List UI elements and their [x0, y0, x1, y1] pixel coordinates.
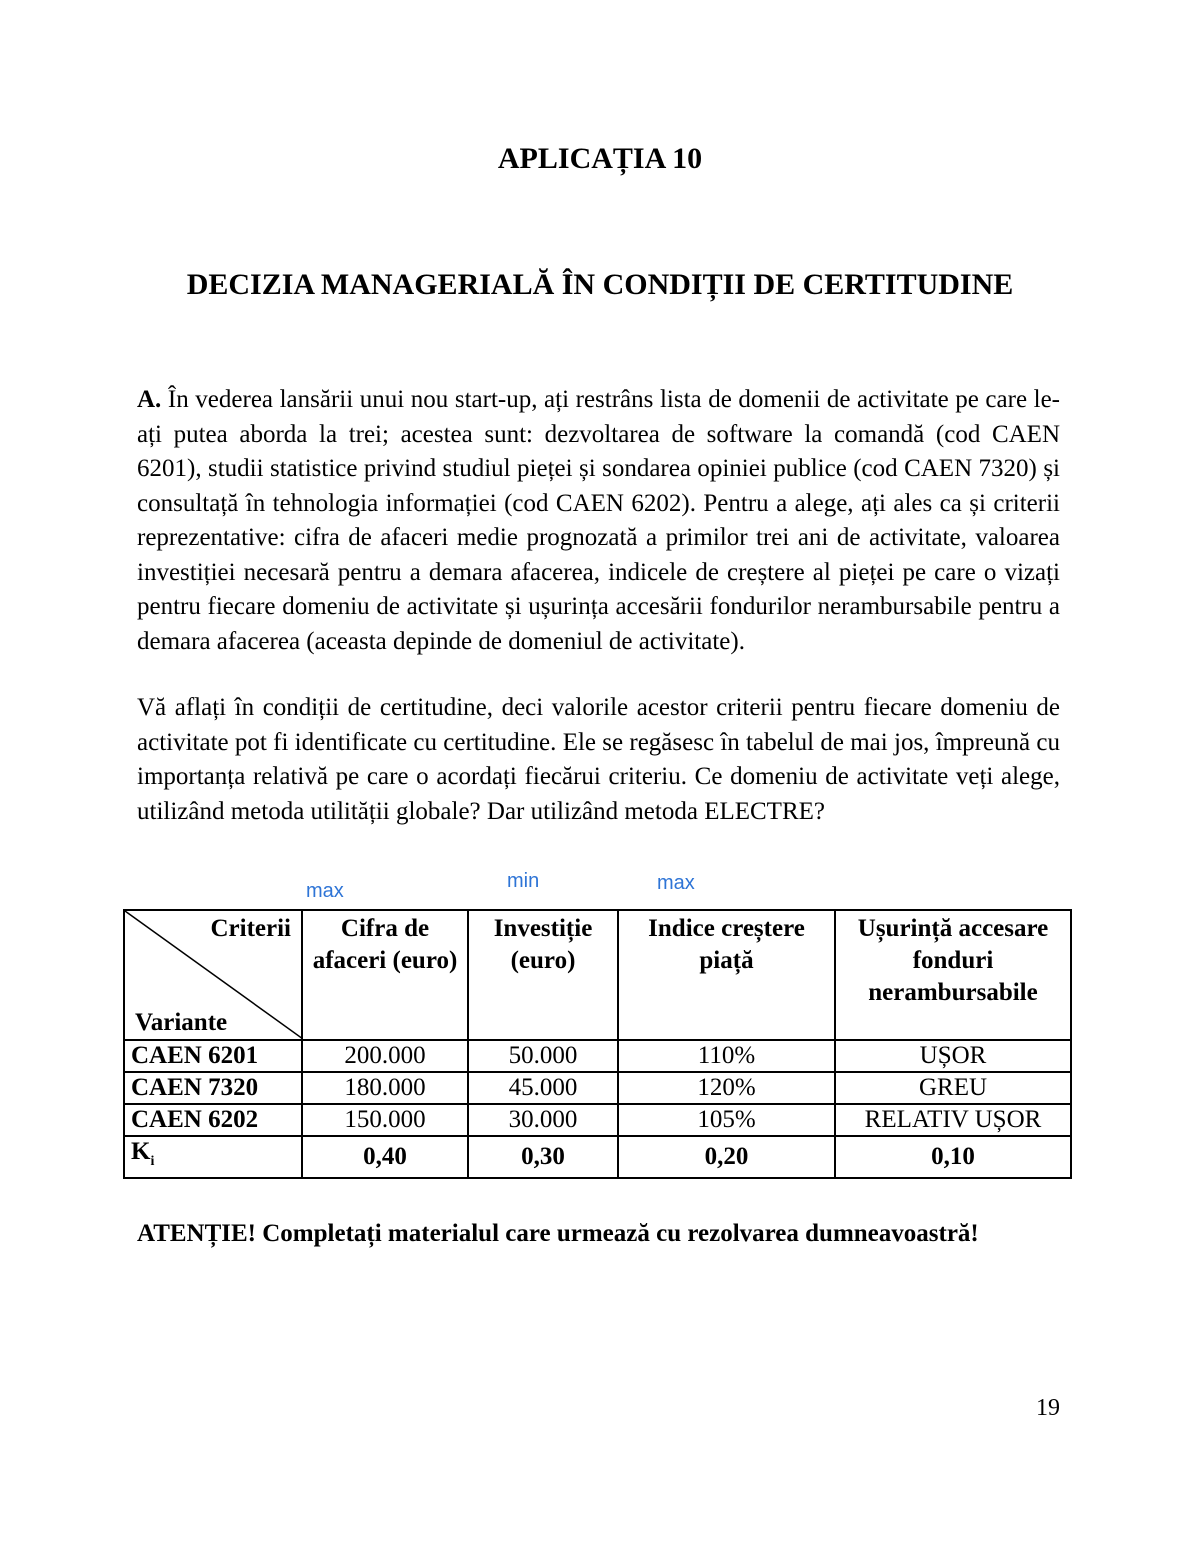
corner-criterii-label: Criterii [210, 915, 291, 942]
weight-investitie: 0,30 [468, 1136, 618, 1178]
table-row [124, 1040, 1071, 1072]
cell-cifra: 180.000 [302, 1072, 468, 1104]
paragraph-a-label: A. [137, 386, 162, 413]
paragraph-b: Vă aflați în condiții de certitudine, deci valorile acestor criterii pentru fiecare domeniu de activitate pot fi identificate cu certitudine. Ele se regăsesc în tabelul de mai jos, împreună cu importanța relativă pe care o acordați fiecărui criteriu. Ce domeniu de activitate veți alege, utilizând metoda utilității globale? Dar utilizând metoda ELECTRE? [137, 694, 1060, 825]
cell-usurinta: GREU [835, 1072, 1071, 1104]
page-subtitle: DECIZIA MANAGERIALĂ ÎN CONDIȚII DE CERTITUDINE [186, 268, 1014, 301]
row-label: CAEN 7320 [124, 1072, 302, 1104]
header-investitie: Investiție (euro) [468, 910, 618, 1040]
cell-usurinta: UȘOR [835, 1040, 1071, 1072]
weight-usurinta: 0,10 [835, 1136, 1071, 1178]
row-label: CAEN 6202 [124, 1104, 302, 1136]
table-row-weights [124, 1136, 1071, 1178]
cell-usurinta: RELATIV UȘOR [835, 1104, 1071, 1136]
row-label-k [124, 1136, 302, 1178]
table-row [124, 1104, 1071, 1136]
cell-cifra: 200.000 [302, 1040, 468, 1072]
table-corner-cell [124, 910, 302, 1040]
attention-note: ATENȚIE! Completați materialul care urmează cu rezolvarea dumneavoastră! [137, 1220, 979, 1247]
page-number: 19 [1036, 1395, 1060, 1421]
paragraph-a-text: În vederea lansării unui nou start-up, ați restrâns lista de domenii de activitate pe care le-ați putea aborda la trei; acestea sunt: dezvoltarea de software la comandă (cod CAEN 6201), studii statistice privind studiul pieței și sondarea opiniei publice (cod CAEN 7320) și consultață în tehnologia informației (cod CAEN 6202). Pentru a alege, ați ales ca și criterii reprezentative: cifra de afaceri medie prognozată a primilor trei ani de activitate, valoarea investiției necesară pentru a demara afacerea, indicele de creștere al pieței pe care o vizați pentru fiecare domeniu de activitate și ușurința accesării fondurilor nerambursabile pentru a demara afacerea (aceasta depinde de domeniul de activitate). [137, 386, 1060, 655]
paragraph-a [137, 383, 1060, 659]
cell-indice: 110% [618, 1040, 835, 1072]
k-label-sub: i [150, 1154, 155, 1169]
row-label: CAEN 6201 [124, 1040, 302, 1072]
cell-cifra: 150.000 [302, 1104, 468, 1136]
annotation-max-cifra: max [306, 880, 344, 902]
criteria-table [123, 909, 1072, 1179]
header-cifra: Cifra de afaceri (euro) [302, 910, 468, 1040]
weight-indice: 0,20 [618, 1136, 835, 1178]
cell-indice: 105% [618, 1104, 835, 1136]
k-label-main: K [131, 1138, 151, 1165]
header-indice: Indice creștere piață [618, 910, 835, 1040]
cell-investitie: 45.000 [468, 1072, 618, 1104]
corner-variante-label: Variante [135, 1009, 228, 1036]
weight-cifra: 0,40 [302, 1136, 468, 1178]
cell-investitie: 50.000 [468, 1040, 618, 1072]
table-header-row [124, 910, 1071, 1040]
cell-investitie: 30.000 [468, 1104, 618, 1136]
annotation-max-indice: max [657, 872, 695, 894]
annotation-min-investitie: min [507, 870, 540, 892]
page-title: APLICAȚIA 10 [497, 142, 703, 175]
cell-indice: 120% [618, 1072, 835, 1104]
header-usurinta: Ușurință accesare fonduri nerambursabile [835, 910, 1071, 1040]
table-row [124, 1072, 1071, 1104]
